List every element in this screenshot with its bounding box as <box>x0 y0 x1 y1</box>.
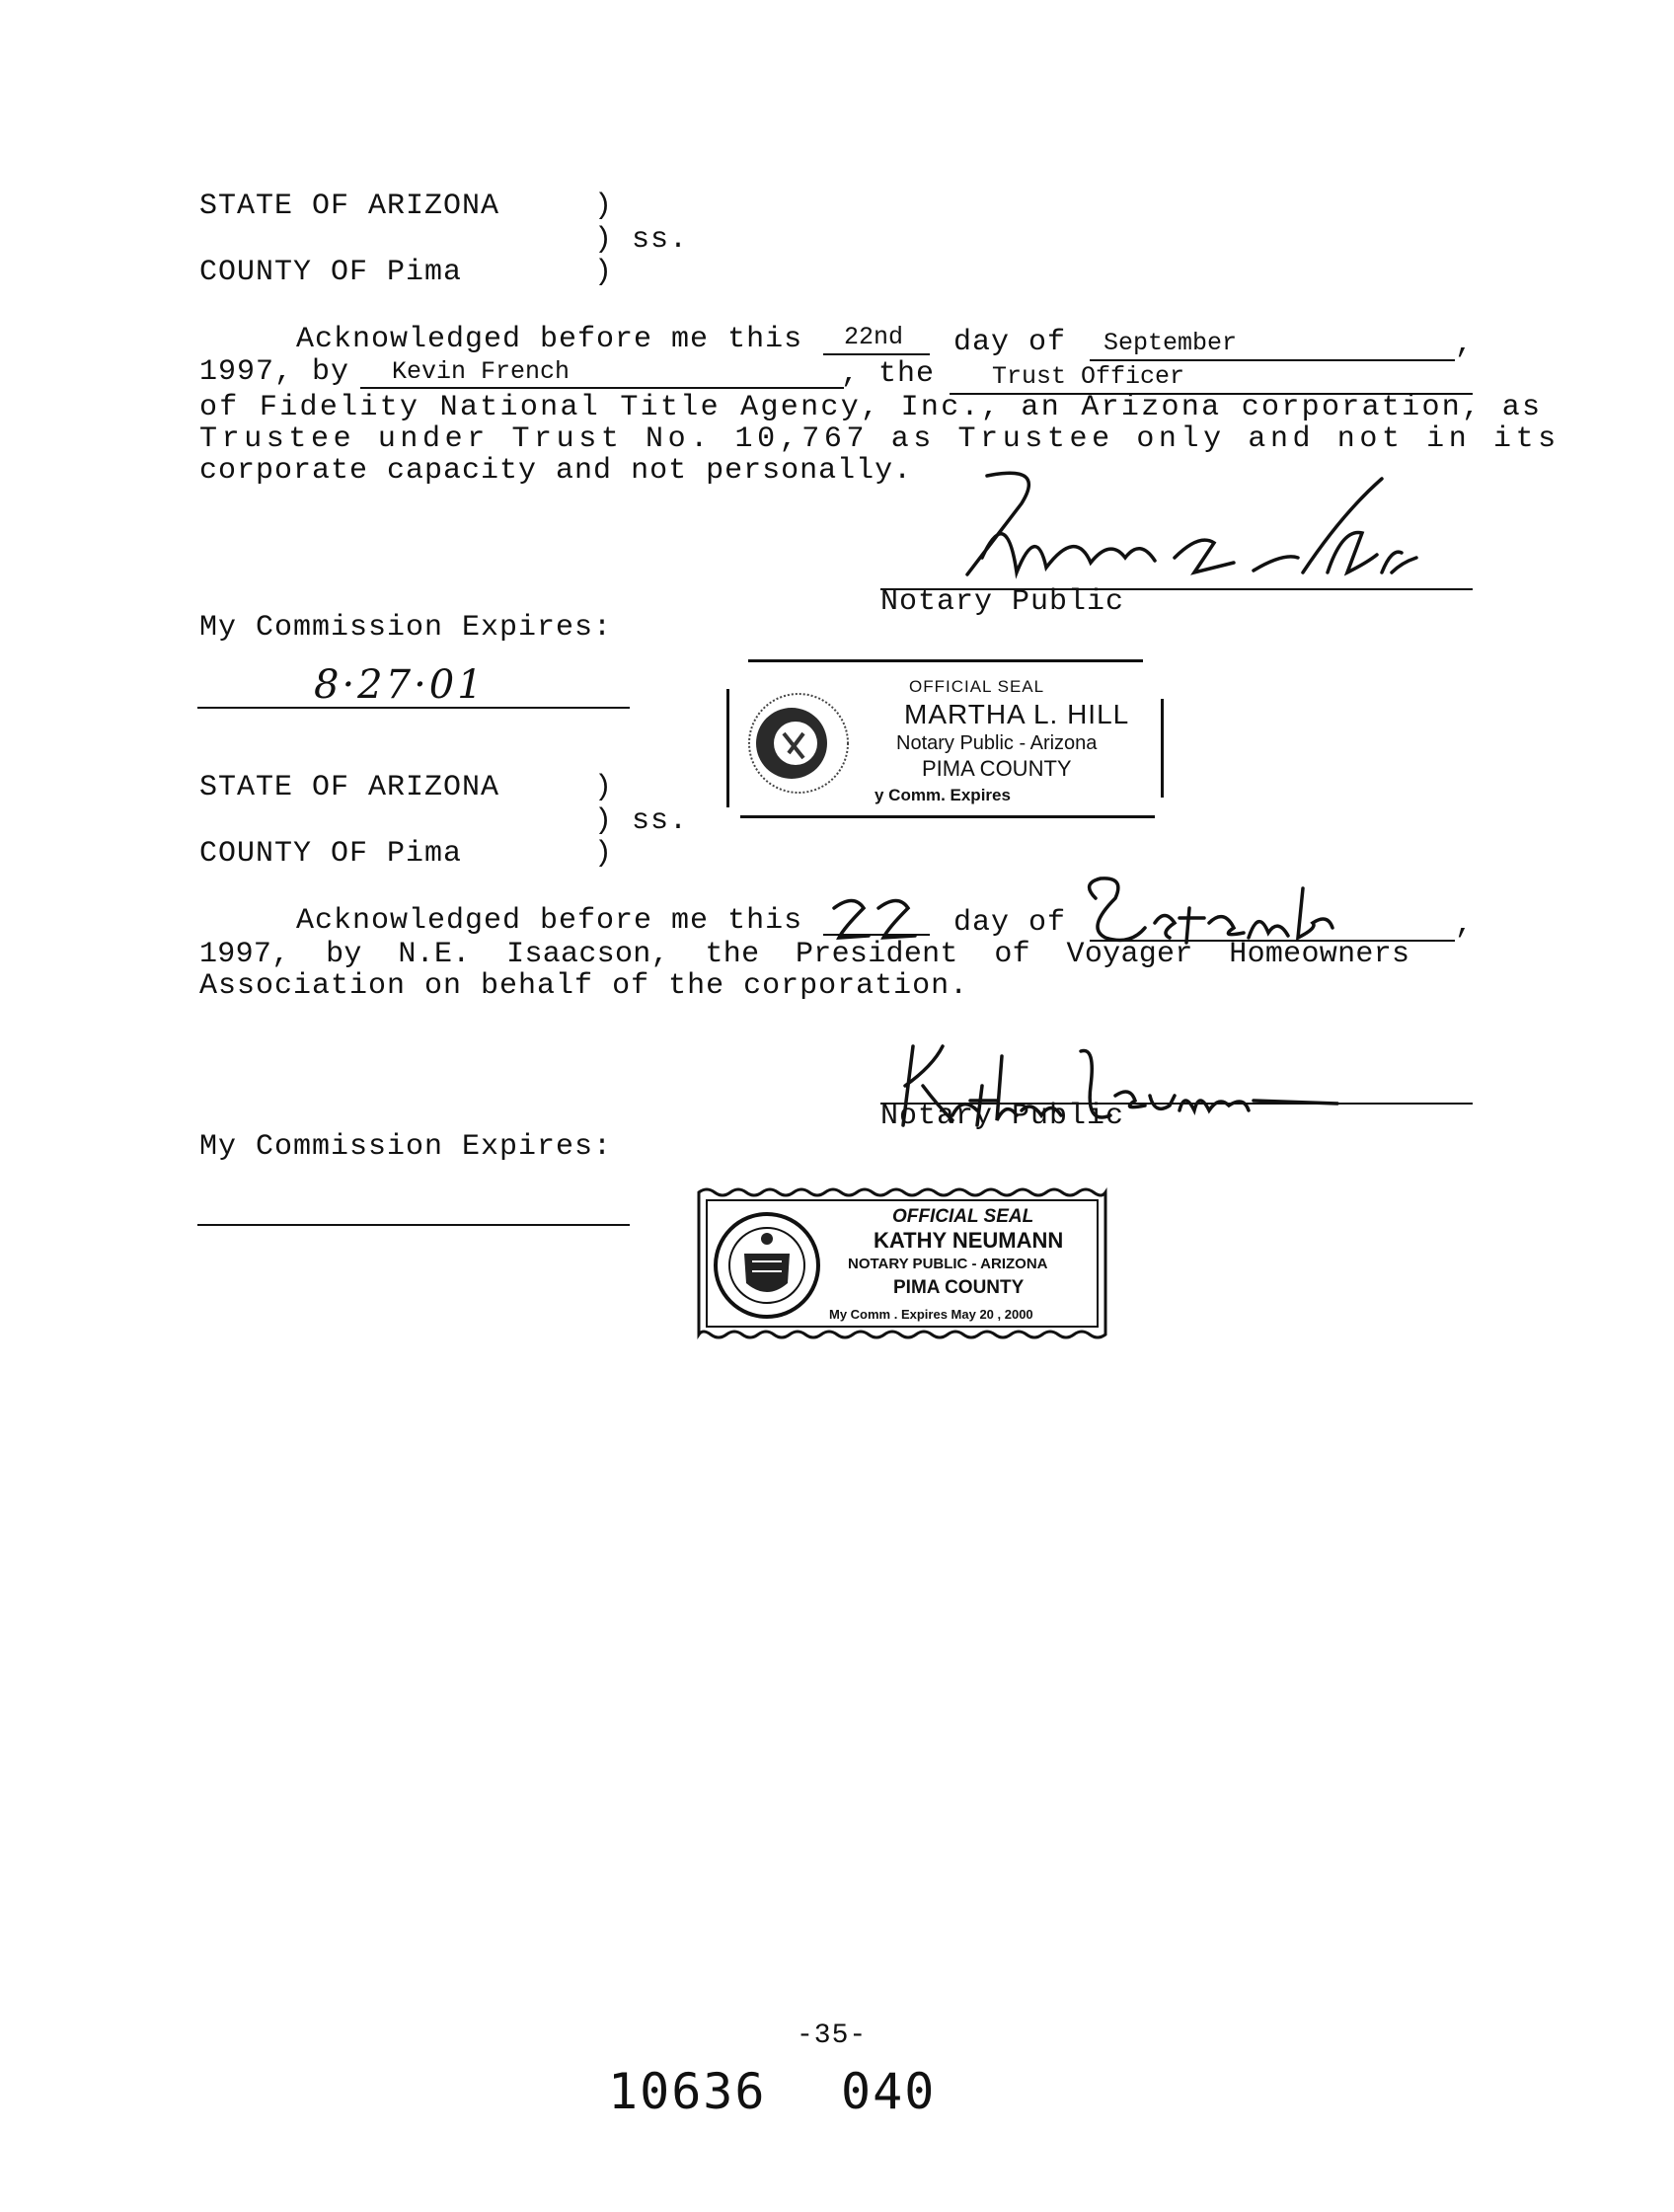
ss-marker: ) ss. <box>594 804 689 838</box>
month-value: September <box>1103 329 1238 357</box>
commission-underline <box>197 707 630 709</box>
ack-lead: Acknowledged before me this <box>296 904 803 938</box>
state-heading: STATE OF ARIZONA <box>199 771 500 804</box>
seal-left-rule <box>726 689 729 807</box>
paren: ) <box>594 771 614 804</box>
month-underline <box>1090 359 1455 361</box>
day-value: 22nd <box>844 323 904 351</box>
notary-seal-kathy-neumann <box>693 1184 1111 1342</box>
page-number: -35- <box>797 2021 868 2051</box>
comma: , <box>1455 908 1475 942</box>
commission-label: My Commission Expires: <box>199 1130 613 1164</box>
notary-seal-martha-hill <box>726 659 1171 827</box>
seal-bottom-rule <box>740 815 1155 818</box>
name-underline <box>360 387 844 389</box>
paren: ) <box>594 256 614 289</box>
book-number: 10636 <box>608 2063 767 2120</box>
year-by: 1997, by <box>199 355 350 389</box>
notary-label: Notary Public <box>880 585 1125 619</box>
county-heading: COUNTY OF Pima <box>199 256 463 289</box>
seal-line: PIMA COUNTY <box>922 756 1072 781</box>
seal-line: OFFICIAL SEAL <box>892 1206 1034 1227</box>
seal-line: Notary Public - Arizona <box>896 732 1098 754</box>
notary-label: Notary Public <box>880 1100 1125 1133</box>
day-of: day of <box>953 906 1067 940</box>
page-number-stamp: 040 <box>841 2063 937 2120</box>
commission-value: 8·27·01 <box>314 662 486 708</box>
seal-line: My Comm . Expires May 20 , 2000 <box>829 1307 1033 1322</box>
commission-underline <box>197 1224 630 1226</box>
paren: ) <box>594 837 614 871</box>
day-of: day of <box>953 326 1067 359</box>
day-underline <box>823 353 930 355</box>
comma: , <box>1455 328 1475 361</box>
seal-line: PIMA COUNTY <box>893 1277 1025 1298</box>
commission-label: My Commission Expires: <box>199 611 613 645</box>
body-line: corporate capacity and not personally. <box>199 454 913 488</box>
name-value: Kevin French <box>392 357 571 386</box>
body-line: of Fidelity National Title Agency, Inc., an Arizona corporation, as <box>199 391 1543 424</box>
seal-line: y Comm. Expires <box>875 786 1011 804</box>
seal-right-rule <box>1161 699 1164 798</box>
county-heading: COUNTY OF Pima <box>199 837 463 871</box>
paren: ) <box>594 190 614 223</box>
body-line: Association on behalf of the corporation. <box>199 969 969 1003</box>
seal-line: NOTARY PUBLIC - ARIZONA <box>848 1256 1048 1272</box>
the-label: , the <box>841 357 936 391</box>
body-line: 1997, by N.E. Isaacson, the President of Voyager Homeowners <box>199 938 1410 971</box>
day-underline <box>823 934 930 936</box>
state-heading: STATE OF ARIZONA <box>199 190 500 223</box>
title-value: Trust Officer <box>992 362 1185 391</box>
seal-top-rule <box>748 659 1143 662</box>
ss-marker: ) ss. <box>594 223 689 257</box>
seal-name: KATHY NEUMANN <box>874 1228 1064 1253</box>
arizona-seal-emblem <box>744 689 853 798</box>
seal-line: OFFICIAL SEAL <box>909 677 1045 696</box>
ack-lead: Acknowledged before me this <box>296 323 803 356</box>
body-line: Trustee under Trust No. 10,767 as Trustee only and not in its <box>199 422 1560 456</box>
seal-name: MARTHA L. HILL <box>904 699 1130 729</box>
